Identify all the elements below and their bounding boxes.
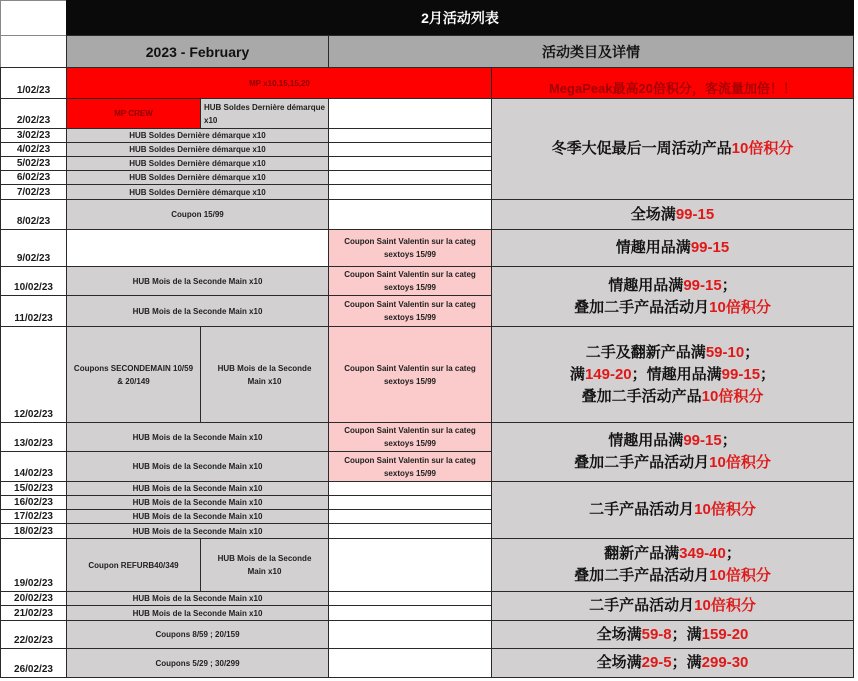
activity-cell-hub-soldes[interactable]: HUB Soldes Dernière démarque x10	[66, 170, 329, 185]
detail-text: 叠加二手产品活动月	[574, 298, 710, 316]
date-cell[interactable]: 4/02/23	[0, 142, 67, 157]
detail-winter-sale[interactable]	[491, 98, 854, 200]
activity-cell-hub-seconde[interactable]: HUB Mois de la Seconde Main x10	[200, 538, 329, 592]
detail-highlight: 10倍积分	[709, 454, 771, 471]
month-header: 2023 - February	[66, 35, 329, 68]
coupon-cell-empty[interactable]	[328, 591, 492, 606]
activity-cell-hub-soldes[interactable]: HUB Soldes Dernière démarque x10	[200, 98, 329, 129]
coupon-cell-empty[interactable]	[328, 156, 492, 171]
detail-text: 翻新产品满	[604, 545, 680, 562]
detail-highlight: 99-15	[683, 276, 722, 294]
detail-text: 情趣用品满	[608, 432, 684, 449]
detail-highlight: 59-8	[641, 625, 672, 643]
coupon-cell-valentin[interactable]: Coupon Saint Valentin sur la categ sextoys 15/99	[328, 422, 492, 452]
date-cell[interactable]: 20/02/23	[0, 591, 67, 606]
activity-cell-mp-crew[interactable]: MP CREW	[66, 98, 201, 129]
detail-highlight: 29-5	[641, 654, 672, 671]
detail-sextoys[interactable]	[491, 229, 854, 267]
detail-refurb[interactable]	[491, 538, 854, 592]
detail-text: ；	[725, 545, 741, 562]
coupon-cell-empty[interactable]	[328, 538, 492, 592]
activity-cell-hub-seconde[interactable]: HUB Mois de la Seconde Main x10	[200, 326, 329, 423]
detail-text: 冬季大促最后一周活动产品	[551, 140, 732, 157]
date-cell[interactable]: 12/02/23	[0, 326, 67, 423]
activity-cell-coupons[interactable]: Coupons 5/29 ; 30/299	[66, 648, 329, 678]
detail-text: 叠加二手产品活动月	[574, 454, 710, 471]
coupon-cell-valentin[interactable]: Coupon Saint Valentin sur la categ sextoys 15/99	[328, 266, 492, 296]
detail-sextoys-secondhand-2[interactable]	[491, 422, 854, 482]
detail-text: 全场满	[596, 625, 642, 643]
activity-cell-hub-seconde[interactable]: HUB Mois de la Seconde Main x10	[66, 591, 329, 606]
detail-highlight: 349-40	[679, 545, 726, 562]
detail-text: ；	[760, 365, 776, 383]
activity-cell-hub-seconde[interactable]: HUB Mois de la Seconde Main x10	[66, 295, 329, 327]
detail-highlight: 10倍积分	[709, 298, 771, 316]
detail-highlight: 10倍积分	[694, 501, 756, 518]
detail-header: 活动类目及详情	[328, 35, 854, 68]
detail-highlight: 99-15	[721, 365, 761, 383]
date-cell[interactable]: 26/02/23	[0, 648, 67, 678]
detail-sextoys-secondhand[interactable]	[491, 266, 854, 327]
date-cell[interactable]: 3/02/23	[0, 128, 67, 143]
detail-highlight: 149-20	[584, 365, 632, 383]
detail-text: 情趣用品满	[615, 239, 691, 256]
detail-text: 满	[569, 365, 585, 383]
coupon-cell-empty[interactable]	[328, 523, 492, 539]
date-cell[interactable]: 6/02/23	[0, 170, 67, 185]
detail-sitewide-22[interactable]	[491, 620, 854, 649]
activity-cell-hub-seconde[interactable]: HUB Mois de la Seconde Main x10	[66, 509, 329, 524]
coupon-cell-empty[interactable]	[328, 128, 492, 143]
coupon-cell-empty[interactable]	[328, 481, 492, 496]
detail-text: 二手产品活动月	[589, 501, 695, 518]
coupon-cell-empty[interactable]	[328, 509, 492, 524]
detail-text: ；满	[671, 654, 702, 671]
detail-secondhand-month[interactable]	[491, 481, 854, 539]
detail-text: ；满	[671, 625, 702, 643]
date-cell[interactable]: 14/02/23	[0, 451, 67, 482]
detail-text: 二手及翻新产品满	[585, 343, 706, 361]
activity-cell-hub-seconde[interactable]: HUB Mois de la Seconde Main x10	[66, 451, 329, 482]
coupon-cell-empty[interactable]	[328, 620, 492, 649]
coupon-cell-empty[interactable]	[328, 605, 492, 621]
date-cell[interactable]: 7/02/23	[0, 184, 67, 200]
detail-text: 二手产品活动月	[589, 597, 695, 614]
activity-cell-coupon-refurb[interactable]: Coupon REFURB40/349	[66, 538, 201, 592]
date-cell[interactable]: 8/02/23	[0, 199, 67, 230]
coupon-cell-empty[interactable]	[328, 199, 492, 230]
detail-megapeak[interactable]: MegaPeak最高20倍积分，客流量加倍！！	[491, 67, 854, 99]
detail-text: ；	[744, 343, 760, 361]
activity-cell-hub-seconde[interactable]: HUB Mois de la Seconde Main x10	[66, 266, 329, 296]
detail-highlight: 99-15	[690, 239, 730, 256]
sheet-title: 2月活动列表	[66, 0, 854, 36]
detail-text: 全场满	[630, 205, 676, 223]
detail-highlight: 10倍积分	[701, 387, 764, 405]
coupon-cell-valentin[interactable]: Coupon Saint Valentin sur la categ sextoys 15/99	[328, 326, 492, 423]
coupon-cell-empty[interactable]	[328, 170, 492, 185]
activity-cell-hub-seconde[interactable]: HUB Mois de la Seconde Main x10	[66, 605, 329, 621]
date-cell[interactable]: 16/02/23	[0, 495, 67, 510]
corner-cell-2[interactable]	[0, 35, 67, 68]
detail-text: ；情趣用品满	[631, 365, 722, 383]
date-cell[interactable]: 1/02/23	[0, 67, 67, 99]
detail-secondhand-refurb[interactable]	[491, 326, 854, 423]
activity-cell-empty[interactable]	[66, 229, 329, 267]
coupon-cell-valentin[interactable]: Coupon Saint Valentin sur la categ sextoys 15/99	[328, 295, 492, 327]
date-cell[interactable]: 15/02/23	[0, 481, 67, 496]
date-cell[interactable]: 10/02/23	[0, 266, 67, 296]
activity-cell-hub-soldes[interactable]: HUB Soldes Dernière démarque x10	[66, 156, 329, 171]
coupon-cell-empty[interactable]	[328, 184, 492, 200]
activity-cell-coupons[interactable]: Coupons 8/59 ; 20/159	[66, 620, 329, 649]
detail-text: ；	[721, 276, 737, 294]
coupon-cell-empty[interactable]	[328, 495, 492, 510]
activity-cell-hub-seconde[interactable]: HUB Mois de la Seconde Main x10	[66, 481, 329, 496]
activity-cell-hub-seconde[interactable]: HUB Mois de la Seconde Main x10	[66, 422, 329, 452]
date-cell[interactable]: 19/02/23	[0, 538, 67, 592]
activity-cell-coupons-secondemain[interactable]: Coupons SECONDEMAIN 10/59 & 20/149	[66, 326, 201, 423]
detail-text: 全场满	[596, 654, 642, 671]
detail-highlight: 59-10	[705, 343, 745, 361]
activity-cell-hub-soldes[interactable]: HUB Soldes Dernière démarque x10	[66, 142, 329, 157]
date-cell[interactable]: 17/02/23	[0, 509, 67, 524]
detail-highlight: 99-15	[683, 432, 722, 449]
detail-highlight: 10倍积分	[731, 140, 794, 157]
detail-highlight: 10倍积分	[709, 567, 771, 584]
detail-highlight: 159-20	[701, 625, 749, 643]
detail-sitewide-26[interactable]	[491, 648, 854, 678]
activity-cell-mp[interactable]: MP x10,15,15,20	[66, 67, 493, 99]
activity-cell-hub-soldes[interactable]: HUB Soldes Dernière démarque x10	[66, 128, 329, 143]
date-cell[interactable]: 2/02/23	[0, 98, 67, 129]
date-cell[interactable]: 22/02/23	[0, 620, 67, 649]
detail-text: ；	[721, 432, 737, 449]
detail-highlight: 10倍积分	[694, 597, 756, 614]
activity-cell-hub-soldes[interactable]: HUB Soldes Dernière démarque x10	[66, 184, 329, 200]
detail-highlight: 299-30	[701, 654, 749, 671]
detail-secondhand-month-2[interactable]	[491, 591, 854, 621]
detail-sitewide[interactable]	[491, 199, 854, 230]
date-cell[interactable]: 21/02/23	[0, 605, 67, 621]
activity-cell-hub-seconde[interactable]: HUB Mois de la Seconde Main x10	[66, 523, 329, 539]
activity-cell-hub-seconde[interactable]: HUB Mois de la Seconde Main x10	[66, 495, 329, 510]
date-cell[interactable]: 18/02/23	[0, 523, 67, 539]
date-cell[interactable]: 9/02/23	[0, 229, 67, 267]
corner-cell[interactable]	[0, 0, 67, 36]
detail-text: 叠加二手活动产品	[581, 387, 702, 405]
date-cell[interactable]: 13/02/23	[0, 422, 67, 452]
date-cell[interactable]: 11/02/23	[0, 295, 67, 327]
detail-text: 叠加二手产品活动月	[574, 567, 710, 584]
detail-text: 情趣用品满	[608, 276, 684, 294]
activity-cell-coupon[interactable]: Coupon 15/99	[66, 199, 329, 230]
coupon-cell-empty[interactable]	[328, 142, 492, 157]
date-cell[interactable]: 5/02/23	[0, 156, 67, 171]
coupon-cell-empty[interactable]	[328, 648, 492, 678]
coupon-cell-valentin[interactable]: Coupon Saint Valentin sur la categ sextoys 15/99	[328, 229, 492, 267]
coupon-cell-valentin[interactable]: Coupon Saint Valentin sur la categ sextoys 15/99	[328, 451, 492, 482]
detail-highlight: 99-15	[675, 205, 715, 223]
coupon-cell-empty[interactable]	[328, 98, 492, 129]
